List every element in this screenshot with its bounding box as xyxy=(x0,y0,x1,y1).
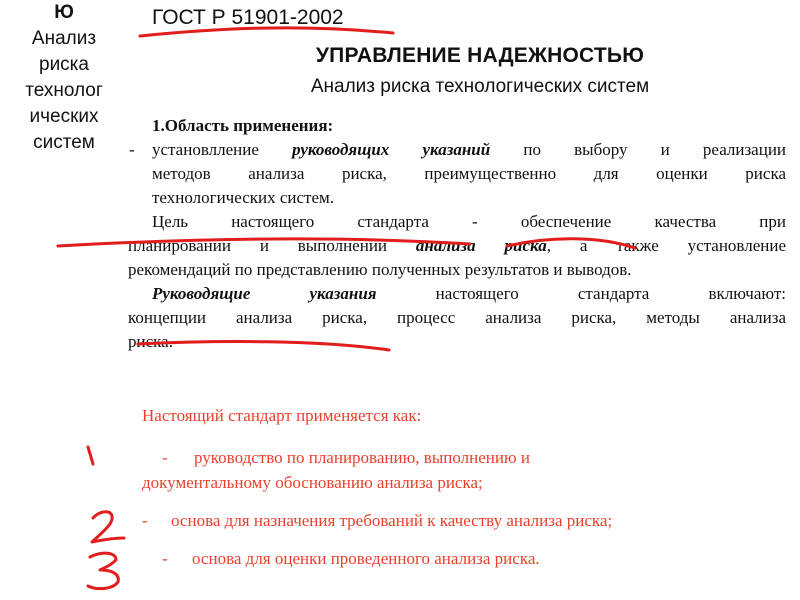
paragraph-line: концепции анализа риска, процесс анализа риска, методы анализа xyxy=(128,308,786,327)
paragraph-line: методов анализа риска, преимущественно для оценки риска xyxy=(152,164,786,183)
emphasis-span: руководящих указаний xyxy=(292,140,491,159)
text-span: , а также установление xyxy=(546,236,787,255)
handwritten-number-1 xyxy=(88,447,93,464)
paragraph-line: Цель настоящего стандарта - обеспечение качества при xyxy=(152,212,786,231)
list-dash: - xyxy=(162,549,168,568)
list-item: основа для оценки проведенного анализа риска. xyxy=(192,549,540,568)
page-title: УПРАВЛЕНИЕ НАДЕЖНОСТЬЮ xyxy=(315,44,645,67)
paragraph-line: рекомендаций по представлению полученных результатов и выводов. xyxy=(128,260,632,279)
sidebar-line: Анализ xyxy=(31,28,97,49)
sidebar-line: систем xyxy=(33,132,95,153)
page-subtitle: Анализ риска технологических систем xyxy=(310,76,650,97)
bullet-dash: - xyxy=(129,140,135,159)
standard-code: ГОСТ Р 51901-2002 xyxy=(152,6,344,29)
sidebar-line: ических xyxy=(29,106,99,127)
text-span: настоящего стандарта включают: xyxy=(435,284,787,303)
section-heading: 1.Область применения: xyxy=(152,116,334,135)
list-dash: - xyxy=(162,448,168,467)
paragraph-line xyxy=(128,234,786,258)
usage-intro: Настоящий стандарт применяется как: xyxy=(142,406,422,425)
list-item: документальному обоснованию анализа риска; xyxy=(142,473,483,492)
list-dash: - xyxy=(142,511,148,530)
sidebar-heading: Ю xyxy=(54,2,74,23)
text-span: установлление xyxy=(152,140,259,159)
paragraph-line xyxy=(152,282,786,306)
emphasis-span: Руководящие указания xyxy=(152,284,377,303)
sidebar-line: технолог xyxy=(25,80,103,101)
underline-mark xyxy=(138,342,389,350)
paragraph-line: технологических систем. xyxy=(152,188,335,207)
handwritten-number-3 xyxy=(88,553,118,588)
sidebar-line: риска xyxy=(39,54,89,75)
list-item: руководство по планированию, выполнению и xyxy=(194,448,530,467)
text-span: планировании и выполнении xyxy=(128,236,388,255)
emphasis-span: анализа риска xyxy=(415,236,547,255)
handwritten-number-2 xyxy=(92,512,124,542)
list-item: основа для назначения требований к качеству анализа риска; xyxy=(171,511,613,530)
paragraph-line xyxy=(152,138,786,162)
sidebar xyxy=(0,0,128,156)
text-span: по выбору и реализации xyxy=(523,140,787,159)
paragraph-line: риска. xyxy=(128,332,173,351)
